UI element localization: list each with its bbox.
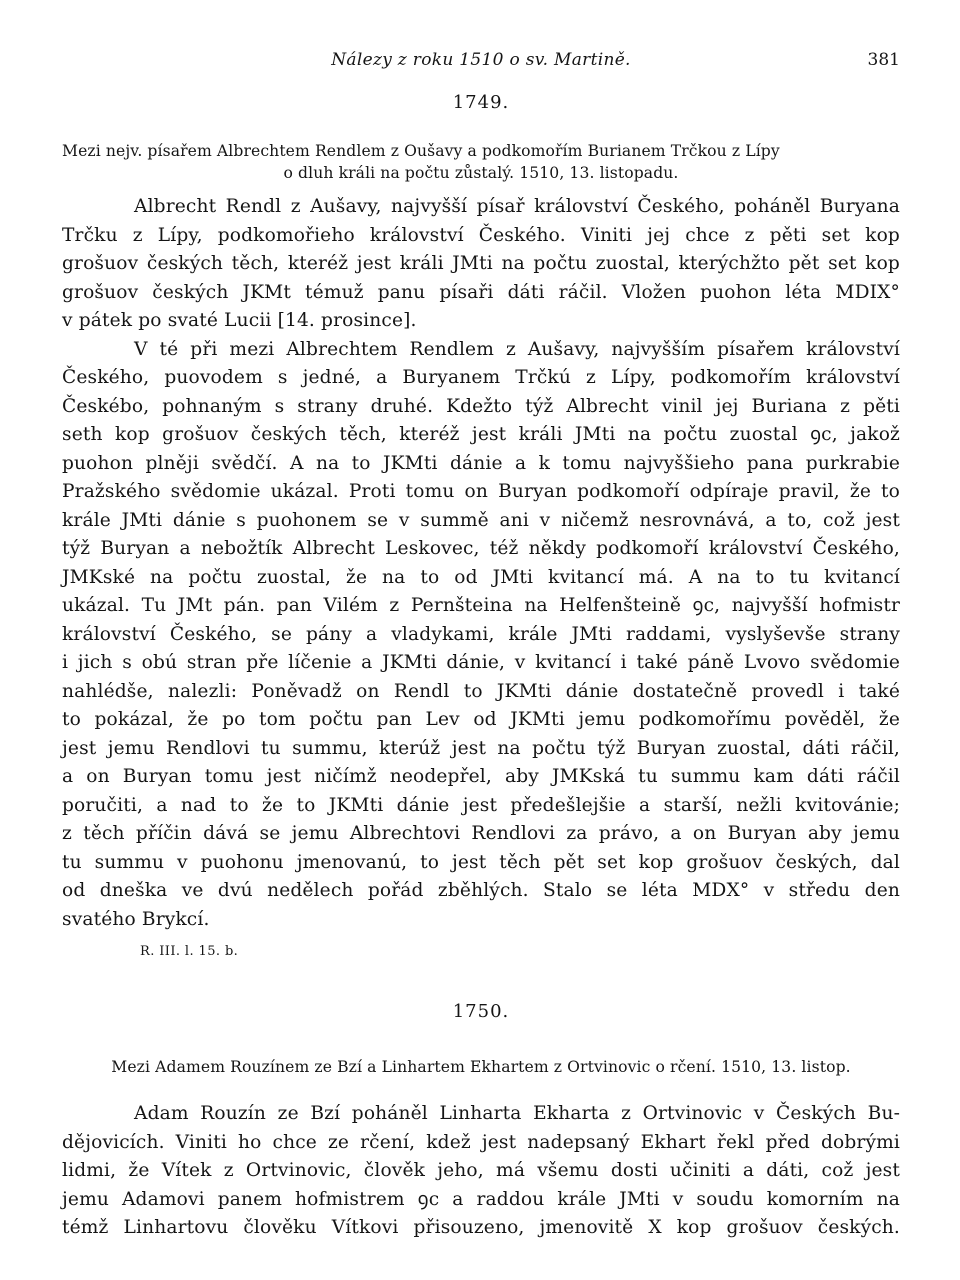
body-line: grošuov českých těch, kteréž jest králi JMti na počtu zuostal, kterýchžto pět set kop	[62, 253, 900, 274]
body-line: a on Buryan tomu jest ničímž neodepřel, aby JMKská tu summu kam dáti ráčil	[62, 766, 900, 787]
body-line: ukázal. Tu JMt pán. pan Vilém z Pernšteina na Helfenšteině ꝯc, najvyšší hofmistr	[62, 595, 900, 616]
body-line: týž Buryan a nebožtík Albrecht Leskovec, též někdy podkomoří království Českého,	[62, 538, 900, 559]
page-header	[62, 50, 900, 76]
entry-summary-1749	[62, 140, 900, 184]
entry-summary-1750	[62, 1056, 900, 1078]
body-line: Albrecht Rendl z Aušavy, najvyšší písař království Českého, poháněl Buryana	[134, 196, 900, 217]
body-line: poručiti, a nad to že to JKMti dánie jest předešlejšie a starší, nežli kvitovánie;	[62, 794, 900, 816]
body-line: to pokázal, že po tom počtu pan Lev od JKMti jemu podkomořímu pověděl, že	[62, 709, 900, 730]
body-line: lidmi, že Vítek z Ortvinovic, člověk jeho, má všemu dosti učiniti a dáti, což jest	[62, 1160, 900, 1181]
body-line: dějovicích. Viniti ho chce ze rčení, kdež jest nadepsaný Ekhart řekl před dobrými	[62, 1131, 900, 1153]
summary-line: o dluh králi na počtu zůstalý. 1510, 13. listopadu.	[283, 164, 679, 182]
summary-line: Mezi Adamem Rouzínem ze Bzí a Linhartem Ekhartem z Ortvinovic o rčení. 1510, 13. listop.	[111, 1058, 851, 1076]
body-line: nahlédše, nalezli: Poněvadž on Rendl to JKMti dánie dostatečně provedl i také	[62, 680, 900, 702]
body-line: z těch příčin dává se jemu Albrechtovi Rendlovi za právo, a on Buryan aby jemu	[62, 823, 900, 844]
body-line: tu summu v puohonu jmenovanú, to jest těch pět set kop grošuov českých, dal	[62, 851, 900, 873]
running-title: Nálezy z roku 1510 o sv. Martině.	[331, 50, 631, 70]
body-line: Českého, puovodem s jedné, a Buryanem Trčkú z Lípy, podkomořím království	[62, 367, 900, 388]
source-reference: R. III. l. 15. b.	[140, 944, 239, 959]
body-line: seth kop grošuov českých těch, kteréž jest králi JMti na počtu zuostal ꝯc, jakož	[62, 424, 900, 445]
body-line: krále JMti dánie s puohonem se v summě ani v ničemž nesrovnává, a to, což jest	[62, 509, 900, 531]
body-line: jest jemu Rendlovi tu summu, kterúž jest na počtu týž Buryan zuostal, dáti ráčil,	[62, 737, 900, 759]
body-line: grošuov českých JKMt témuž panu písaři dáti ráčil. Vložen puohon léta MDIX°	[62, 281, 900, 303]
body-line: království Českého, se pány a vladykami, krále JMti raddami, vyslyševše strany	[62, 623, 900, 645]
body-line: v pátek po svaté Lucii [14. prosince].	[62, 310, 417, 331]
entry-number-1750: 1750.	[452, 1001, 510, 1022]
body-line: Trčku z Lípy, podkomořieho království Českého. Viniti jej chce z pěti set kop	[62, 224, 900, 246]
page-number: 381	[867, 50, 900, 70]
body-line: jemu Adamovi panem hofmistrem ꝯc a raddou krále JMti v soudu komorním na	[62, 1188, 900, 1210]
summary-line: Mezi nejv. písařem Albrechtem Rendlem z Oušavy a podkomořím Burianem Trčkou z Lípy	[62, 142, 780, 160]
body-line: V té při mezi Albrechtem Rendlem z Aušavy, najvyšším písařem království	[134, 338, 900, 360]
body-line: i jich s obú stran pře líčenie a JKMti dánie, v kvitancí i také páně Lvovo svědomie	[62, 652, 900, 673]
body-line: JMKské na počtu zuostal, že na to od JMti kvitancí má. A na to tu kvitancí	[62, 566, 900, 588]
body-line: svatého Brykcí.	[62, 908, 210, 930]
entry-body-1750	[62, 1100, 900, 1243]
body-line: od dneška ve dvú nedělech pořád zběhlých. Stalo se léta MDX° v středu den	[62, 880, 900, 901]
body-line: Českébo, pohnaným s strany druhé. Kdežto týž Albrecht vinil jej Buriana z pěti	[62, 395, 900, 417]
entry-body-1749	[62, 193, 900, 934]
body-line: puohon plněji svědčí. A na to JKMti dánie a k tomu najvyššieho pana purkrabie	[62, 452, 900, 474]
body-line: Pražského svědomie ukázal. Proti tomu on Buryan podkomoří odpíraje pravil, že to	[62, 481, 900, 502]
body-line: Adam Rouzín ze Bzí poháněl Linharta Ekharta z Ortvinovic v Českých Bu-	[134, 1103, 900, 1124]
entry-number-1749: 1749.	[452, 92, 510, 113]
document-page	[62, 0, 900, 1280]
body-line: témž Linhartovu člověku Vítkovi přisouzeno, jmenovitě X kop grošuov českých.	[62, 1217, 900, 1238]
